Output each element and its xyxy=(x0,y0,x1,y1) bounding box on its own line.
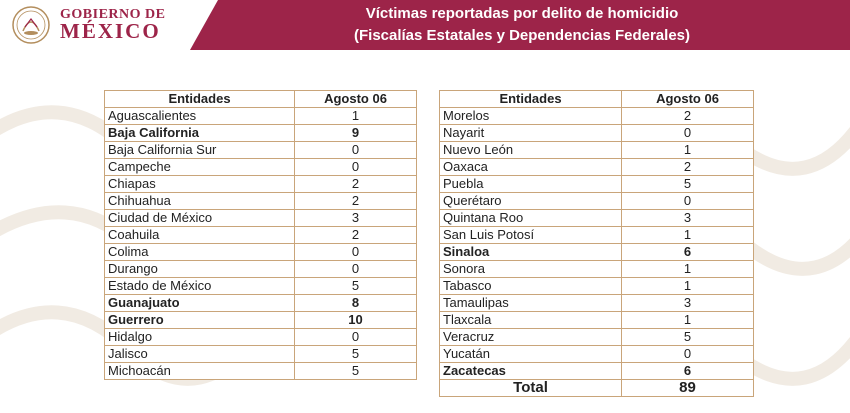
value-cell: 5 xyxy=(295,278,417,295)
entity-cell: Zacatecas xyxy=(440,363,622,380)
homicide-table-right xyxy=(439,90,754,397)
table-row xyxy=(440,363,754,380)
entity-cell: Durango xyxy=(105,261,295,278)
value-cell: 3 xyxy=(295,210,417,227)
table-row xyxy=(105,210,417,227)
entity-cell: Coahuila xyxy=(105,227,295,244)
total-label: Total xyxy=(440,380,622,397)
entity-cell: Michoacán xyxy=(105,363,295,380)
table-row xyxy=(105,108,417,125)
entity-cell: Morelos xyxy=(440,108,622,125)
entity-cell: Yucatán xyxy=(440,346,622,363)
value-cell: 2 xyxy=(622,108,754,125)
homicide-table-left xyxy=(104,90,417,380)
table-row xyxy=(440,244,754,261)
value-cell: 1 xyxy=(622,227,754,244)
entity-cell: Querétaro xyxy=(440,193,622,210)
entity-cell: Nuevo León xyxy=(440,142,622,159)
entity-cell: Campeche xyxy=(105,159,295,176)
entity-cell: San Luis Potosí xyxy=(440,227,622,244)
entity-cell: Baja California xyxy=(105,125,295,142)
total-value: 89 xyxy=(622,380,754,397)
value-cell: 6 xyxy=(622,244,754,261)
column-header-entity: Entidades xyxy=(440,91,622,108)
column-header-date: Agosto 06 xyxy=(622,91,754,108)
value-cell: 6 xyxy=(622,363,754,380)
value-cell: 3 xyxy=(622,210,754,227)
value-cell: 5 xyxy=(622,176,754,193)
table-row xyxy=(105,312,417,329)
entity-cell: Nayarit xyxy=(440,125,622,142)
table-row xyxy=(440,108,754,125)
entity-cell: Chihuahua xyxy=(105,193,295,210)
entity-cell: Hidalgo xyxy=(105,329,295,346)
table-row xyxy=(105,244,417,261)
value-cell: 5 xyxy=(295,363,417,380)
table-row xyxy=(105,261,417,278)
value-cell: 1 xyxy=(295,108,417,125)
national-seal-icon xyxy=(11,5,51,45)
entity-cell: Baja California Sur xyxy=(105,142,295,159)
value-cell: 9 xyxy=(295,125,417,142)
value-cell: 2 xyxy=(295,227,417,244)
table-row xyxy=(105,346,417,363)
entity-cell: Oaxaca xyxy=(440,159,622,176)
value-cell: 1 xyxy=(622,261,754,278)
value-cell: 0 xyxy=(295,329,417,346)
table-row xyxy=(440,125,754,142)
table-row xyxy=(440,176,754,193)
table-row xyxy=(440,193,754,210)
mexico-label: MÉXICO xyxy=(60,19,161,43)
table-row xyxy=(440,278,754,295)
column-header-entity: Entidades xyxy=(105,91,295,108)
value-cell: 2 xyxy=(295,176,417,193)
value-cell: 5 xyxy=(295,346,417,363)
table-row xyxy=(105,142,417,159)
table-row xyxy=(440,295,754,312)
entity-cell: Chiapas xyxy=(105,176,295,193)
page-title xyxy=(262,3,782,47)
title-line-1: Víctimas reportadas por delito de homicidio xyxy=(365,5,679,22)
table-row xyxy=(105,278,417,295)
value-cell: 0 xyxy=(295,261,417,278)
value-cell: 1 xyxy=(622,312,754,329)
entity-cell: Guerrero xyxy=(105,312,295,329)
entity-cell: Colima xyxy=(105,244,295,261)
government-logo xyxy=(0,0,205,50)
entity-cell: Tamaulipas xyxy=(440,295,622,312)
table-row xyxy=(105,227,417,244)
entity-cell: Aguascalientes xyxy=(105,108,295,125)
entity-cell: Tlaxcala xyxy=(440,312,622,329)
table-row xyxy=(440,142,754,159)
value-cell: 1 xyxy=(622,278,754,295)
value-cell: 0 xyxy=(295,244,417,261)
table-row xyxy=(105,363,417,380)
table-row xyxy=(105,176,417,193)
table-row xyxy=(440,312,754,329)
gobierno-label: GOBIERNO DE xyxy=(60,7,166,22)
value-cell: 10 xyxy=(295,312,417,329)
table-row xyxy=(440,346,754,363)
value-cell: 1 xyxy=(622,142,754,159)
total-row xyxy=(440,380,754,397)
value-cell: 8 xyxy=(295,295,417,312)
entity-cell: Guanajuato xyxy=(105,295,295,312)
entity-cell: Estado de México xyxy=(105,278,295,295)
value-cell: 2 xyxy=(622,159,754,176)
value-cell: 0 xyxy=(622,193,754,210)
entity-cell: Ciudad de México xyxy=(105,210,295,227)
entity-cell: Puebla xyxy=(440,176,622,193)
entity-cell: Jalisco xyxy=(105,346,295,363)
value-cell: 5 xyxy=(622,329,754,346)
value-cell: 0 xyxy=(622,125,754,142)
table-row xyxy=(440,227,754,244)
table-row xyxy=(440,329,754,346)
table-row xyxy=(105,295,417,312)
value-cell: 0 xyxy=(295,142,417,159)
table-row xyxy=(105,159,417,176)
entity-cell: Sonora xyxy=(440,261,622,278)
value-cell: 0 xyxy=(622,346,754,363)
table-row xyxy=(440,210,754,227)
column-header-date: Agosto 06 xyxy=(295,91,417,108)
value-cell: 3 xyxy=(622,295,754,312)
table-header-row xyxy=(105,91,417,108)
entity-cell: Quintana Roo xyxy=(440,210,622,227)
table-row xyxy=(105,125,417,142)
value-cell: 0 xyxy=(295,159,417,176)
table-row xyxy=(440,159,754,176)
table-row xyxy=(105,193,417,210)
table-row xyxy=(105,329,417,346)
table-header-row xyxy=(440,91,754,108)
table-row xyxy=(440,261,754,278)
entity-cell: Veracruz xyxy=(440,329,622,346)
entity-cell: Sinaloa xyxy=(440,244,622,261)
header xyxy=(0,0,850,50)
entity-cell: Tabasco xyxy=(440,278,622,295)
title-line-2: (Fiscalías Estatales y Dependencias Federales) xyxy=(354,27,690,44)
value-cell: 2 xyxy=(295,193,417,210)
